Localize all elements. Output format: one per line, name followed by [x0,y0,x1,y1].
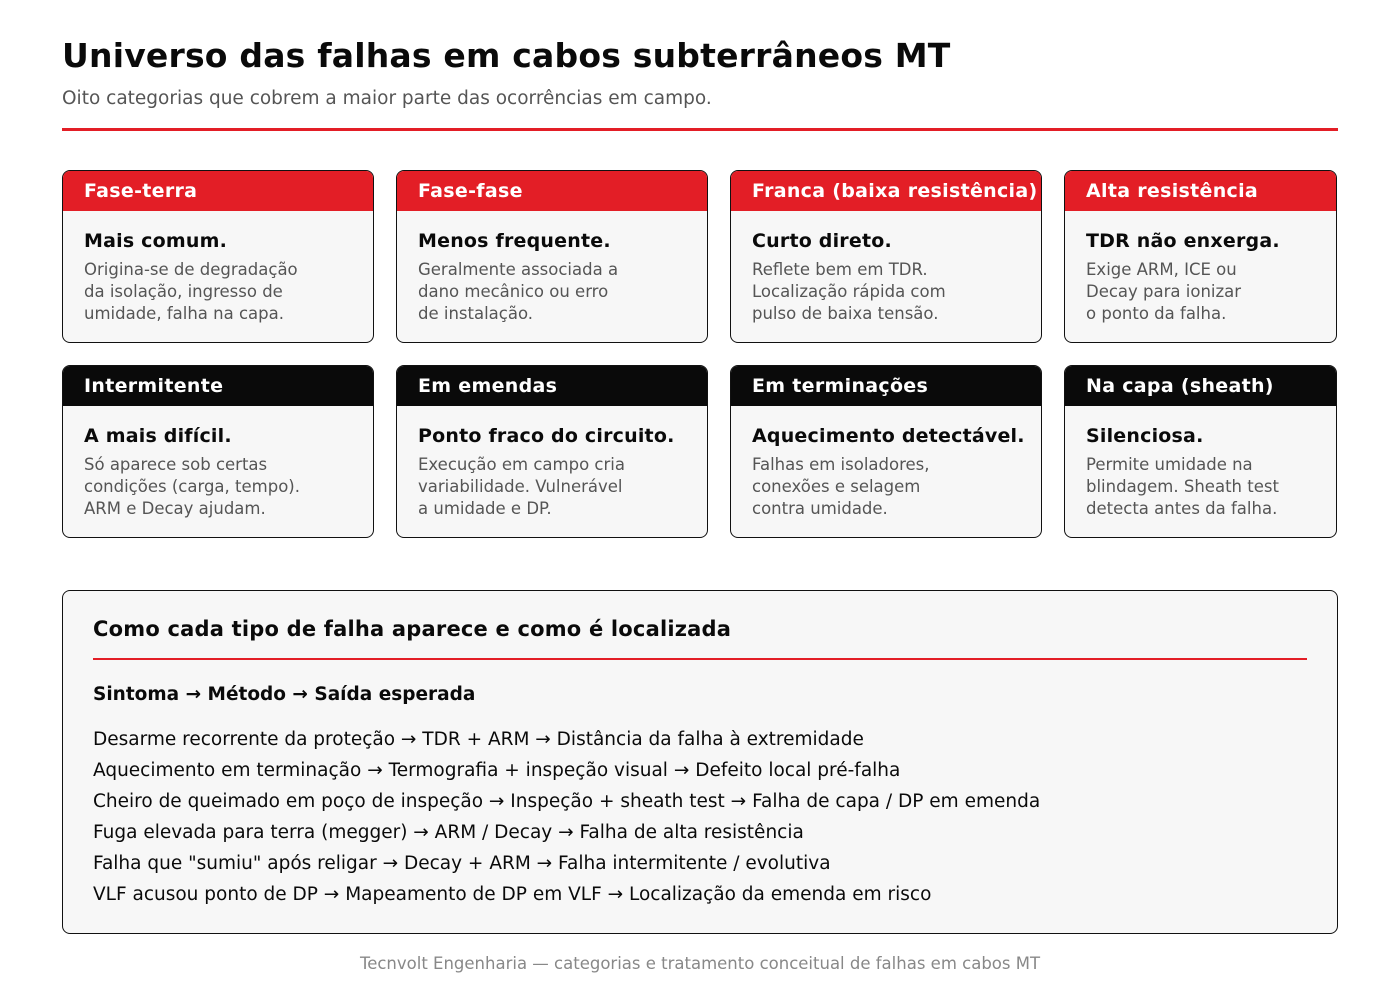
card-description: Geralmente associada a dano mecânico ou erro de instalação. [418,260,619,323]
card-header: Em emendas [397,366,707,406]
card-header: Na capa (sheath) [1065,366,1336,406]
card-body [63,211,373,324]
category-grid [62,170,1338,538]
card-lead: A mais difícil. [84,425,232,447]
title-divider [62,128,1338,131]
card-em-emendas [396,365,708,538]
card-description: Falhas em isoladores, conexões e selagem contra umidade. [752,455,930,518]
card-description: Permite umidade na blindagem. Sheath test detecta antes da falha. [1086,455,1279,518]
card-fase-fase [396,170,708,343]
card-body [397,406,707,519]
card-body [397,211,707,324]
card-alta-resistencia [1064,170,1337,343]
card-header: Franca (baixa resistência) [731,171,1041,211]
card-description: Execução em campo cria variabilidade. Vulnerável a umidade e DP. [418,455,625,518]
card-body [731,406,1041,519]
card-body [1065,406,1336,519]
card-fase-terra [62,170,374,343]
list-item: Desarme recorrente da proteção → TDR + ARM → Distância da falha à extremidade [93,729,864,750]
list-item: Cheiro de queimado em poço de inspeção → Inspeção + sheath test → Falha de capa / DP em emenda [93,791,1041,812]
panel-title: Como cada tipo de falha aparece e como é localizada [93,617,732,641]
card-lead: Aquecimento detectável. [752,425,1025,447]
symptom-list [93,724,1040,910]
card-description: Só aparece sob certas condições (carga, tempo). ARM e Decay ajudam. [84,455,300,518]
card-header: Alta resistência [1065,171,1336,211]
card-lead: Silenciosa. [1086,425,1204,447]
card-franca [730,170,1042,343]
list-item: Aquecimento em terminação → Termografia + inspeção visual → Defeito local pré-falha [93,760,901,781]
page-subtitle: Oito categorias que cobrem a maior parte das ocorrências em campo. [62,88,712,109]
list-item: Falha que "sumiu" após religar → Decay + ARM → Falha intermitente / evolutiva [93,853,831,874]
list-item: VLF acusou ponto de DP → Mapeamento de DP em VLF → Localização da emenda em risco [93,884,932,905]
card-description: Reflete bem em TDR. Localização rápida com pulso de baixa tensão. [752,260,946,323]
card-lead: TDR não enxerga. [1086,230,1280,252]
card-header: Fase-terra [63,171,373,211]
card-body [1065,211,1336,324]
card-body [63,406,373,519]
footer-note: Tecnvolt Engenharia — categorias e tratamento conceitual de falhas em cabos MT [359,954,1041,973]
card-na-capa [1064,365,1337,538]
card-lead: Curto direto. [752,230,892,252]
panel-divider [93,658,1307,660]
page-title: Universo das falhas em cabos subterrâneos MT [62,36,951,75]
card-header: Fase-fase [397,171,707,211]
card-intermitente [62,365,374,538]
card-header: Em terminações [731,366,1041,406]
card-description: Exige ARM, ICE ou Decay para ionizar o ponto da falha. [1086,260,1242,323]
card-description: Origina-se de degradação da isolação, ingresso de umidade, falha na capa. [84,260,298,323]
card-em-terminacoes [730,365,1042,538]
card-lead: Ponto fraco do circuito. [418,425,675,447]
card-lead: Menos frequente. [418,230,611,252]
list-item: Fuga elevada para terra (megger) → ARM / Decay → Falha de alta resistência [93,822,804,843]
localization-panel [62,590,1338,934]
card-header: Intermitente [63,366,373,406]
panel-column-legend: Sintoma → Método → Saída esperada [93,684,476,705]
card-body [731,211,1041,324]
card-lead: Mais comum. [84,230,228,252]
